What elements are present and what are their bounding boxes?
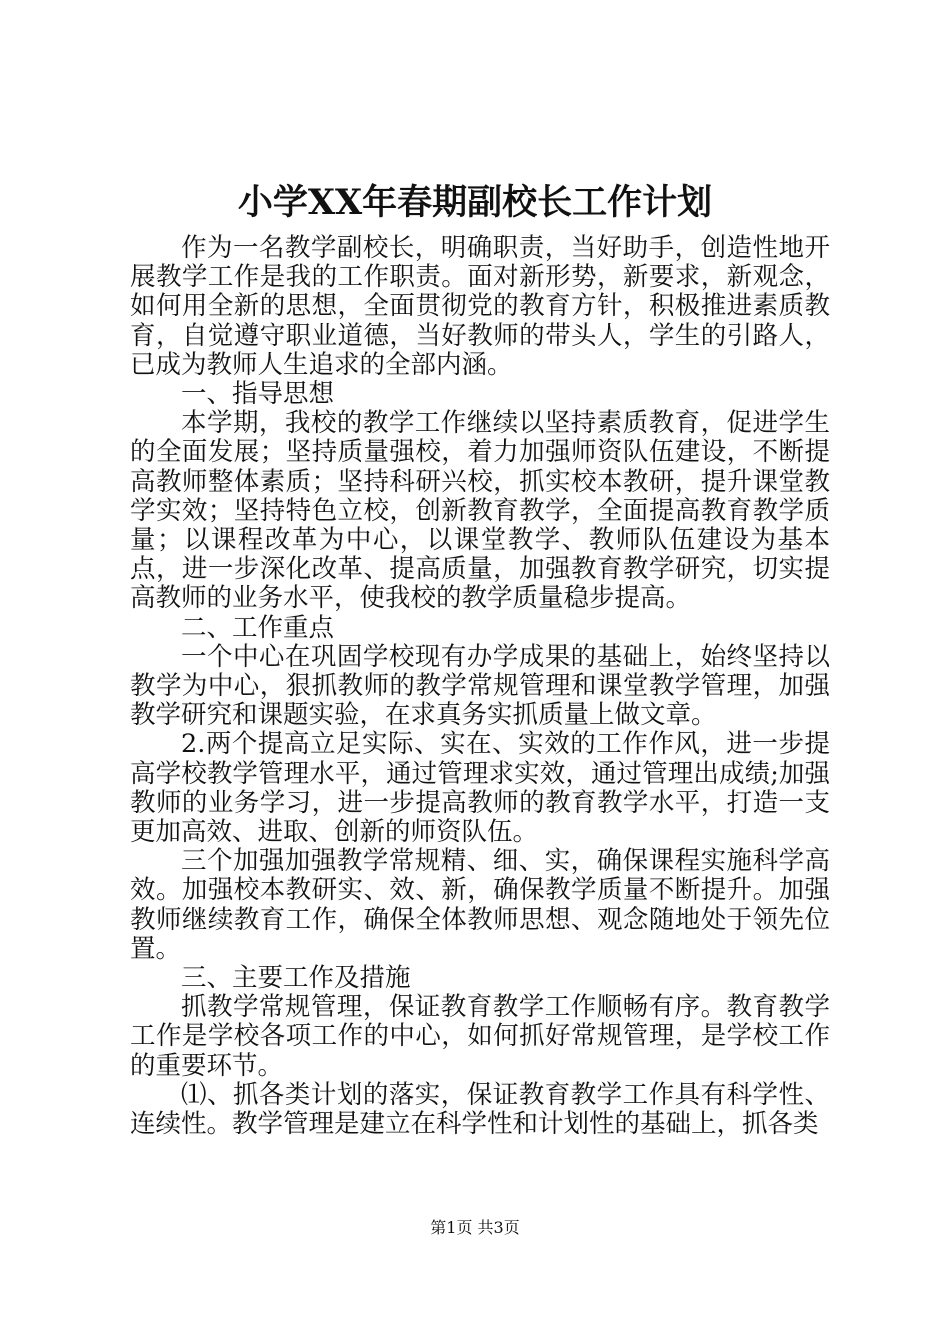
three-strengthenings-paragraph: 三个加强加强教学常规精、细、实，确保课程实施科学高效。加强校本教研实、效、新，确保教学质量不断提升。加强教师继续教育工作，确保全体教师思想、观念随地处于领先位置。 xyxy=(130,846,830,964)
intro-paragraph: 作为一名教学副校长，明确职责，当好助手，创造性地开展教学工作是我的工作职责。面对新形势，新要求，新观念，如何用全新的思想，全面贯彻党的教育方针，积极推进素质教育，自觉遵守职业道德，当好教师的带头人，学生的引路人，已成为教师人生追求的全部内涵。 xyxy=(130,233,830,380)
document-body xyxy=(130,234,830,1139)
page-footer: 第1页 共3页 xyxy=(430,1218,520,1237)
section-heading-work-focus: 二、工作重点 xyxy=(181,612,335,643)
section-heading-guiding-ideology: 一、指导思想 xyxy=(181,379,335,410)
document-title: 小学XX年春期副校长工作计划 xyxy=(237,182,713,223)
two-improvements-paragraph: 2.两个提高立足实际、实在、实效的工作作风，进一步提高学校教学管理水平，通过管理求实效，通过管理出成绩;加强教师的业务学习，进一步提高教师的教育教学水平，打造一支更加高效、进取、创新的师资队伍。 xyxy=(130,729,830,848)
plans-implementation-paragraph: ⑴、抓各类计划的落实，保证教育教学工作具有科学性、连续性。教学管理是建立在科学性和计划性的基础上，抓各类 xyxy=(130,1079,830,1140)
guiding-ideology-paragraph: 本学期，我校的教学工作继续以坚持素质教育，促进学生的全面发展；坚持质量强校，着力加强师资队伍建设，不断提高教师整体素质；坚持科研兴校，抓实校本教研，提升课堂教学实效；坚持特色立校，创新教育教学，全面提高教育教学质量；以课程改革为中心，以课堂教学、教师队伍建设为基本点，进一步深化改革、提高质量，加强教育教学研究，切实提高教师的业务水平，使我校的教学质量稳步提高。 xyxy=(130,408,830,614)
one-center-paragraph: 一个中心在巩固学校现有办学成果的基础上，始终坚持以教学为中心，狠抓教师的教学常规管理和课堂教学管理，加强教学研究和课题实验，在求真务实抓质量上做文章。 xyxy=(130,641,830,731)
routine-management-paragraph: 抓教学常规管理，保证教育教学工作顺畅有序。教育教学工作是学校各项工作的中心，如何抓好常规管理，是学校工作的重要环节。 xyxy=(130,992,830,1081)
section-heading-main-work: 三、主要工作及措施 xyxy=(181,963,411,994)
